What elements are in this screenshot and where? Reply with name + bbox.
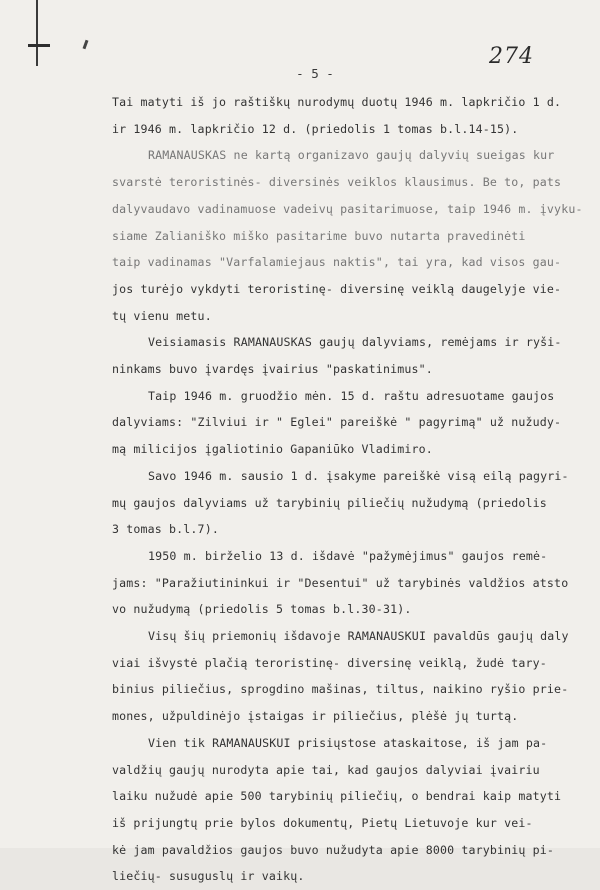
binder-tick bbox=[28, 44, 50, 47]
text-line: RAMANAUSKAS ne kartą organizavo gaujų dalyvių sueigas kur bbox=[148, 148, 555, 163]
text-line: valdžių gaujų nurodyta apie tai, kad gaujos dalyviai įvairiu bbox=[112, 762, 540, 777]
text-line: svarstė teroristinės- diversinės veiklos klausimus. Be to, pats bbox=[112, 175, 562, 190]
text-line: iš prijungtų prie bylos dokumentų, Pietų Lietuvoje kur vei- bbox=[112, 815, 533, 830]
text-line: jos turėjo vykdyti teroristinę- diversinę veiklą daugelyje vie- bbox=[112, 281, 562, 296]
text-line: Tai matyti iš jo raštiškų nurodymų duotų 1946 m. lapkričio 1 d. bbox=[112, 95, 562, 109]
text-line: mų gaujos dalyviams už tarybinių piliečių nužudymą (priedolis bbox=[112, 495, 547, 510]
text-line: vo nužudymą (priedolis 5 tomas b.l.30-31). bbox=[112, 602, 412, 617]
text-line: Visų šių priemonių išdavoje RAMANAUSKUI pavaldūs gaujų daly bbox=[148, 629, 569, 644]
text-line: viai išvystė plačią teroristinę- diversinę veiklą, žudė tary- bbox=[112, 655, 547, 670]
text-line: dalyviams: "Zilviui ir " Eglei" pareiškė " pagyrimą" už nužudy- bbox=[112, 415, 562, 430]
text-line: siame Zalianiško miško pasitarime buvo nutarta pravedinėti bbox=[112, 228, 526, 243]
text-line: liečių- susuguslų ir vaikų. bbox=[112, 869, 305, 884]
body-text bbox=[112, 89, 583, 890]
page-number: - 5 - bbox=[296, 66, 334, 81]
text-line: tų vienu metu. bbox=[112, 308, 212, 323]
text-line: mą milicijos įgaliotinio Gapaniūko Vladimiro. bbox=[112, 442, 433, 457]
text-line: mones, užpuldinėjo įstaigas ir piliečius, plėšė jų turtą. bbox=[112, 709, 519, 724]
binder-line bbox=[36, 0, 38, 66]
text-line: ir 1946 m. lapkričio 12 d. (priedolis 1 tomas b.l.14-15). bbox=[112, 121, 519, 136]
text-line: Taip 1946 m. gruodžio mėn. 15 d. raštu adresuotame gaujos bbox=[148, 388, 555, 403]
handwritten-folio-number: 274 bbox=[489, 44, 534, 69]
margin-mark bbox=[83, 40, 89, 49]
text-line: kė jam pavaldžios gaujos buvo nužudyta apie 8000 tarybinių pi- bbox=[112, 842, 555, 857]
text-line: binius piliečius, sprogdino mašinas, tiltus, naikino ryšio prie- bbox=[112, 682, 569, 697]
text-line: Veisiamasis RAMANAUSKAS gaujų dalyviams, remėjams ir ryši- bbox=[148, 335, 562, 350]
text-line: Vien tik RAMANAUSKUI prisiųstose ataskaitose, iš jam pa- bbox=[148, 735, 548, 750]
text-line: taip vadinamas "Varfalamiejaus naktis", tai yra, kad visos gau- bbox=[112, 255, 562, 270]
text-line: jams: "Paražiutininkui ir "Desentui" už tarybinės valdžios atsto bbox=[112, 575, 569, 590]
text-line: 1950 m. birželio 13 d. išdavė "pažymėjimus" gaujos remė- bbox=[148, 548, 548, 563]
text-line: Savo 1946 m. sausio 1 d. įsakyme pareiškė visą eilą pagyri- bbox=[148, 468, 569, 483]
text-line: ninkams buvo įvardęs įvairius "paskatinimus". bbox=[112, 362, 433, 377]
text-line: 3 tomas b.l.7). bbox=[112, 522, 219, 537]
text-line: laiku nužudė apie 500 tarybinių piliečių, o bendrai kaip matyti bbox=[112, 789, 562, 804]
text-line: dalyvaudavo vadinamuose vadeivų pasitarimuose, taip 1946 m. įvyku- bbox=[112, 201, 583, 216]
